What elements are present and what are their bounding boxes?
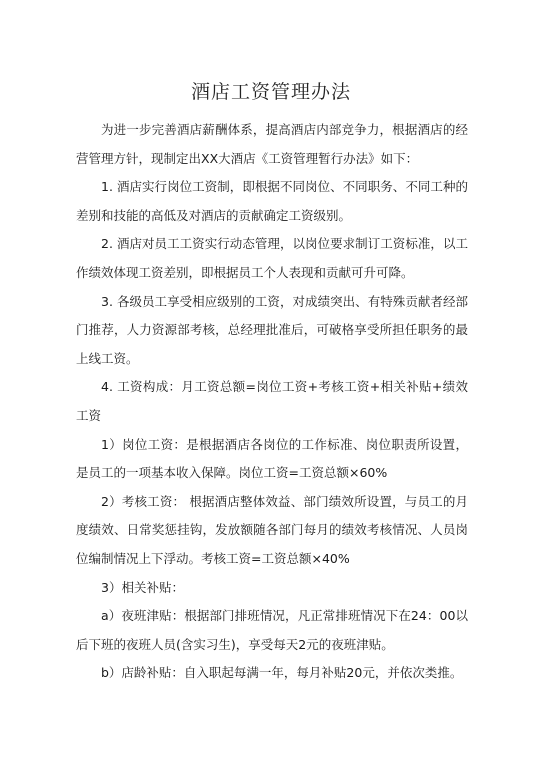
subclause-position-pay-paragraph: 1）岗位工资：是根据酒店各岗位的工作标准、岗位职责所设置，是员工的一项基本收入保障。岗位工资=工资总额×60% bbox=[76, 436, 468, 481]
document-title: 酒店工资管理办法 bbox=[190, 81, 351, 103]
night-shift-allowance-paragraph: a）夜班津贴：根据部门排班情况，凡正常排班情况下在24：00以后下班的夜班人员(含实习生)，享受每天2元的夜班津贴。 bbox=[76, 608, 468, 652]
clause-4-paragraph: 4. 工资构成：月工资总额=岗位工资+考核工资+相关补贴+绩效工资 bbox=[76, 379, 468, 423]
seniority-allowance-paragraph: b）店龄补贴：自入职起每满一年，每月补贴20元，并依次类推。 bbox=[101, 665, 463, 681]
subclause-allowances-heading: 3）相关补贴： bbox=[101, 579, 184, 595]
clause-3-paragraph: 3. 各级员工享受相应级别的工资，对成绩突出、有特殊贡献者经部门推荐，人力资源部考核，总经理批准后，可破格享受所担任职务的最上线工资。 bbox=[76, 293, 468, 366]
subclause-assessment-pay-paragraph: 2）考核工资： 根据酒店整体效益、部门绩效所设置，与员工的月度绩效、日常奖惩挂钩，发放额随各部门每月的绩效考核情况、人员岗位编制情况上下浮动。考核工资=工资总额×40% bbox=[76, 493, 468, 566]
clause-1-paragraph: 1. 酒店实行岗位工资制，即根据不同岗位、不同职务、不同工种的差别和技能的高低及对酒店的贡献确定工资级别。 bbox=[76, 179, 468, 223]
clause-2-paragraph: 2. 酒店对员工工资实行动态管理，以岗位要求制订工资标准，以工作绩效体现工资差别，即根据员工个人表现和贡献可升可降。 bbox=[76, 236, 468, 280]
document-body bbox=[76, 116, 468, 688]
intro-paragraph: 为进一步完善酒店薪酬体系，提高酒店内部竞争力，根据酒店的经营管理方针，现制定出XX大酒店《工资管理暂行办法》如下： bbox=[76, 122, 468, 166]
